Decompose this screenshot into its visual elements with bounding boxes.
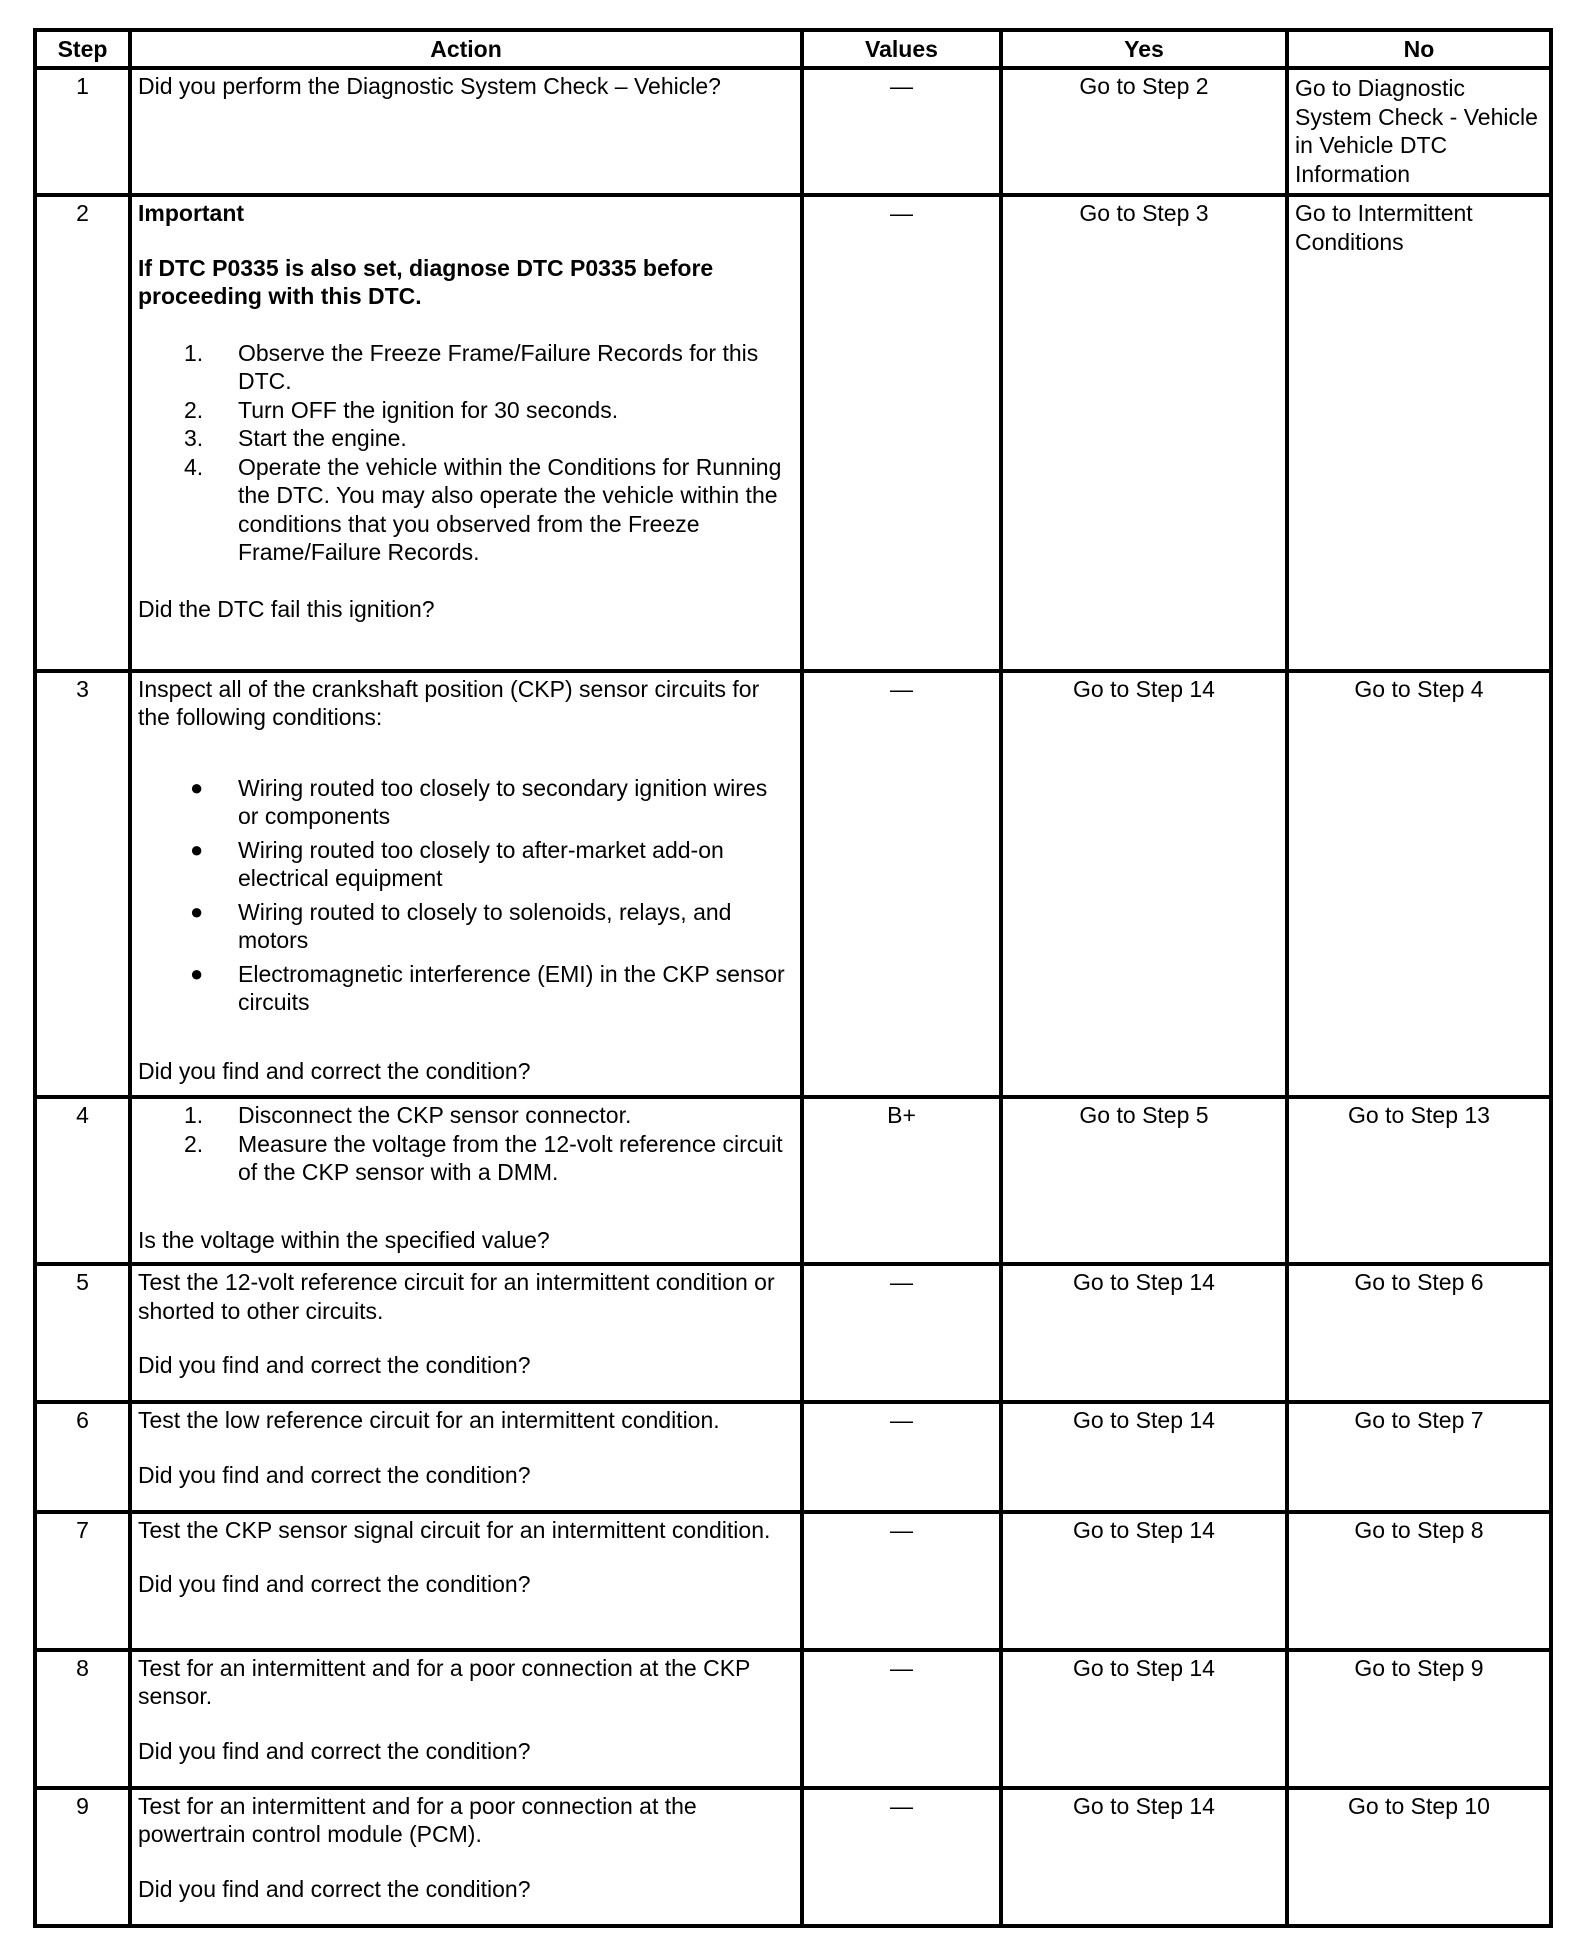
list-item: ● Wiring routed to closely to solenoids, relays, and motors — [190, 898, 732, 954]
step-number: 6 — [35, 1402, 130, 1511]
list-item: ● Wiring routed too closely to after-market add-on electrical equipment — [190, 836, 724, 892]
no-cell: Go to Diagnostic System Check - Vehicle in Vehicle DTC Information — [1287, 68, 1551, 195]
table-row — [35, 1097, 1551, 1264]
header-step: Step — [35, 30, 130, 68]
question-text: Did you find and correct the condition? — [138, 1737, 531, 1764]
step-number: 8 — [35, 1650, 130, 1788]
no-cell: Go to Step 13 — [1287, 1097, 1551, 1264]
action-cell — [130, 1650, 802, 1788]
values-cell: B+ — [802, 1097, 1001, 1264]
action-text: Test for an intermittent and for a poor connection at the powertrain control module (PCM). — [138, 1792, 697, 1848]
action-cell — [130, 195, 802, 671]
no-cell: Go to Step 10 — [1287, 1788, 1551, 1926]
action-text: Test the low reference circuit for an intermittent condition. — [138, 1407, 720, 1434]
important-text: If DTC P0335 is also set, diagnose DTC P0335 before proceeding with this DTC. — [138, 254, 714, 310]
action-text: Test the CKP sensor signal circuit for an intermittent condition. — [138, 1516, 771, 1543]
no-cell: Go to Step 9 — [1287, 1650, 1551, 1788]
action-cell — [130, 1264, 802, 1402]
action-cell — [130, 1512, 802, 1650]
yes-cell: Go to Step 2 — [1001, 68, 1287, 195]
step-number: 2 — [35, 195, 130, 671]
header-action: Action — [130, 30, 802, 68]
list-item: 1. Disconnect the CKP sensor connector. — [184, 1102, 632, 1129]
action-text: Did you perform the Diagnostic System Check – Vehicle? — [138, 73, 721, 99]
yes-cell: Go to Step 5 — [1001, 1097, 1287, 1264]
question-text: Did you find and correct the condition? — [138, 1571, 531, 1597]
question-text: Is the voltage within the specified value? — [138, 1226, 550, 1253]
action-text: Test the 12-volt reference circuit for an intermittent condition or shorted to other circuits. — [138, 1269, 775, 1324]
step-number: 4 — [35, 1097, 130, 1264]
table-row — [35, 1264, 1551, 1402]
list-item: 1. Observe the Freeze Frame/Failure Records for this DTC. — [184, 339, 759, 395]
yes-cell: Go to Step 14 — [1001, 1650, 1287, 1788]
numbered-steps — [138, 1101, 794, 1187]
action-cell — [130, 1097, 802, 1264]
question-text: Did you find and correct the condition? — [138, 1057, 531, 1084]
list-item: 4. Operate the vehicle within the Conditions for Running the DTC. You may also operate the vehicle within the conditions that you observed from the Freeze Frame/Failure Records. — [184, 453, 782, 566]
header-row — [35, 30, 1551, 68]
no-cell: Go to Step 4 — [1287, 671, 1551, 1097]
values-cell: — — [802, 1512, 1001, 1650]
important-title: Important — [138, 200, 245, 227]
step-number: 3 — [35, 671, 130, 1097]
values-cell: — — [802, 671, 1001, 1097]
header-yes: Yes — [1001, 30, 1287, 68]
no-cell: Go to Step 7 — [1287, 1402, 1551, 1511]
table-row — [35, 1788, 1551, 1926]
values-cell: — — [802, 1788, 1001, 1926]
diagnostic-table — [33, 28, 1553, 1928]
values-cell: — — [802, 1402, 1001, 1511]
action-text: Inspect all of the crankshaft position (CKP) sensor circuits for the following conditions: — [138, 675, 760, 731]
table-row — [35, 1650, 1551, 1788]
step-number: 9 — [35, 1788, 130, 1926]
yes-cell: Go to Step 14 — [1001, 1402, 1287, 1511]
yes-cell: Go to Step 3 — [1001, 195, 1287, 671]
values-cell: — — [802, 195, 1001, 671]
no-cell: Go to Step 6 — [1287, 1264, 1551, 1402]
action-cell — [130, 68, 802, 195]
yes-cell: Go to Step 14 — [1001, 671, 1287, 1097]
values-cell: — — [802, 1650, 1001, 1788]
question-text: Did you find and correct the condition? — [138, 1352, 531, 1379]
list-item: 2. Turn OFF the ignition for 30 seconds. — [184, 396, 619, 423]
list-item: 2. Measure the voltage from the 12-volt reference circuit of the CKP sensor with a DMM. — [184, 1130, 783, 1186]
values-cell: — — [802, 68, 1001, 195]
action-cell — [130, 1788, 802, 1926]
list-item: 3. Start the engine. — [184, 425, 407, 452]
no-cell: Go to Intermittent Conditions — [1287, 195, 1551, 671]
action-text: Test for an intermittent and for a poor connection at the CKP sensor. — [138, 1654, 750, 1710]
yes-cell: Go to Step 14 — [1001, 1788, 1287, 1926]
action-cell — [130, 1402, 802, 1511]
values-cell: — — [802, 1264, 1001, 1402]
header-no: No — [1287, 30, 1551, 68]
step-number: 7 — [35, 1512, 130, 1650]
action-cell — [130, 671, 802, 1097]
yes-cell: Go to Step 14 — [1001, 1264, 1287, 1402]
list-item: ● Electromagnetic interference (EMI) in the CKP sensor circuits — [190, 960, 785, 1016]
question-text: Did you find and correct the condition? — [138, 1875, 531, 1902]
table-row — [35, 1402, 1551, 1511]
table-row — [35, 68, 1551, 195]
yes-cell: Go to Step 14 — [1001, 1512, 1287, 1650]
list-item: ● Wiring routed too closely to secondary ignition wires or components — [190, 774, 768, 830]
table-row — [35, 195, 1551, 671]
table-row — [35, 671, 1551, 1097]
step-number: 5 — [35, 1264, 130, 1402]
bullet-list — [138, 774, 794, 1017]
question-text: Did the DTC fail this ignition? — [138, 595, 435, 622]
step-number: 1 — [35, 68, 130, 195]
header-values: Values — [802, 30, 1001, 68]
table-row — [35, 1512, 1551, 1650]
no-cell: Go to Step 8 — [1287, 1512, 1551, 1650]
numbered-steps — [138, 339, 794, 567]
question-text: Did you find and correct the condition? — [138, 1461, 531, 1488]
